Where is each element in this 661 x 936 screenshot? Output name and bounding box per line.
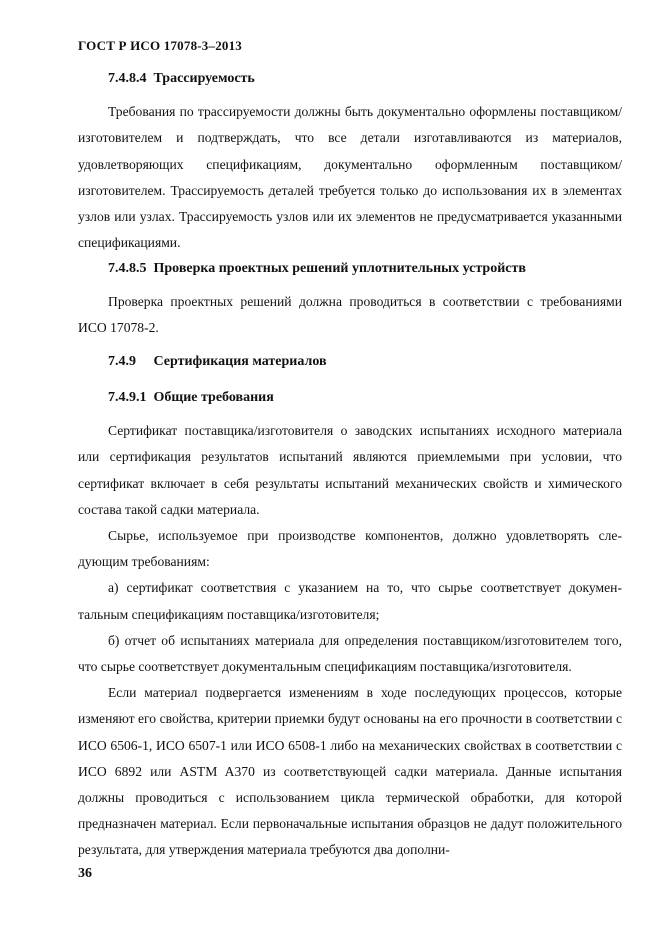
paragraph: Сырье, используемое при производстве компонентов, должно удовлетворять следующим требованиям:: [78, 528, 622, 570]
section-heading: 7.4.9 Сертификация материалов: [108, 354, 327, 369]
section-heading: 7.4.9.1 Общие требования: [108, 390, 274, 405]
section-7-4-9: [78, 349, 622, 375]
list-item-a: а) сертификат соответствия с указанием на то, что сырье соответствует документальным спецификациям поставщика/изготовителя;: [78, 580, 622, 622]
paragraph: Проверка проектных решений должна проводиться в соответствии с требованиями ИСО 17078-2.: [78, 294, 622, 336]
document-header: ГОСТ Р ИСО 17078-3–2013: [78, 38, 243, 53]
paragraph: Если материал подвергается изменениям в ходе последующих процессов, которые изменяют его свойства, критерии приемки будут основаны на его прочности в соответствии с ИСО 6506-1, ИСО 6507-1 или ИСО 6508-1 либо на механических свойствах в соответствии с ИСО 6892 или ASTM A370 из соответствующей садки материала. Данные испытания должны проводиться с использованием цикла термической обработки, для которой предназначен материал. Если первоначальные испытания образцов не дадут положительного результата, для утверждения материала требуются два дополни-: [78, 685, 622, 858]
page-number: 36: [78, 866, 92, 881]
section-7-4-8-5: [78, 256, 622, 342]
section-7-4-8-4: [78, 66, 622, 256]
section-7-4-9-1: [78, 385, 622, 864]
section-heading: 7.4.8.4 Трассируемость: [108, 71, 255, 86]
section-heading: 7.4.8.5 Проверка проектных решений уплотнительных устройств: [108, 261, 526, 276]
paragraph: Требования по трассируемости должны быть документально оформлены поставщиком/изготовителем и подтверждать, что все детали изготавливаются из материалов, удовлетворяющих спецификациям, документально оформленным поставщиком/изготовителем. Трассируемость деталей требуется только до использования их в элементах узлов или узлах. Трассируемость узлов или их элементов не предусматривается указанными спецификациями.: [78, 104, 622, 251]
paragraph: Сертификат поставщика/изготовителя о заводских испытаниях исходного материала или сертификация результатов испытаний являются приемлемыми при условии, что сертификат включает в себя результаты испытаний механических свойств и химического состава такой садки материала.: [78, 423, 622, 517]
list-item-b: б) отчет об испытаниях материала для определения поставщиком/изготовителем того, что сырье соответствует документальным спецификациям поставщика/изготовителя.: [78, 632, 622, 675]
